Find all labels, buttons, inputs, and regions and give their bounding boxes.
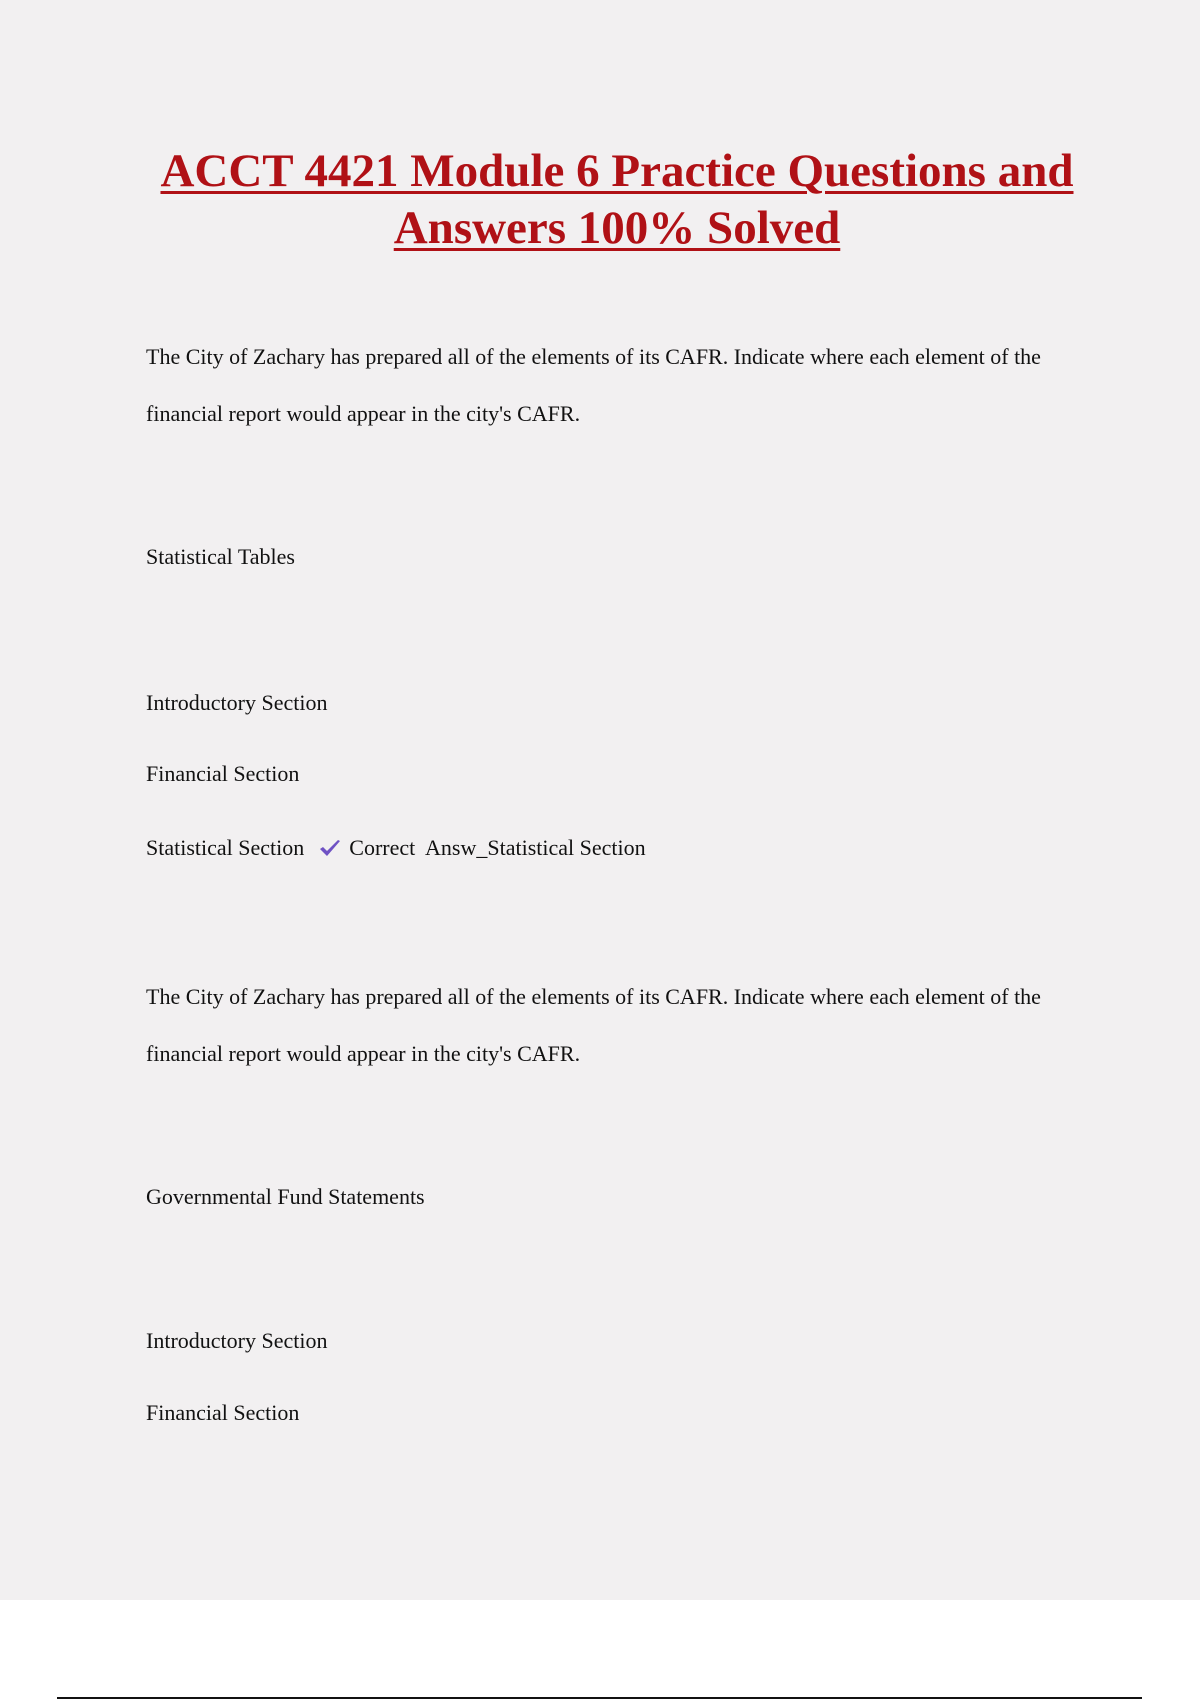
check-icon: [318, 838, 342, 858]
footer-divider: [57, 1697, 1142, 1699]
question-1-option-3-row: [146, 833, 646, 863]
question-2-option-1: Introductory Section: [146, 1328, 328, 1353]
question-1-option-2: Financial Section: [146, 761, 300, 786]
question-1-item: Statistical Tables: [146, 544, 295, 569]
question-1-option-3: Statistical Section: [146, 835, 305, 860]
question-1-option-1: Introductory Section: [146, 690, 328, 715]
question-2-item: Governmental Fund Statements: [146, 1184, 425, 1209]
question-2-prompt: The City of Zachary has prepared all of the elements of its CAFR. Indicate where each element of the financial report would appear in the city's CAFR.: [146, 984, 1041, 1066]
question-1-prompt: The City of Zachary has prepared all of the elements of its CAFR. Indicate where each element of the financial report would appear in the city's CAFR.: [146, 344, 1041, 426]
document-title: [100, 143, 1134, 257]
question-2-option-2: Financial Section: [146, 1400, 300, 1425]
question-1-answer: Correct Answ_Statistical Section: [349, 835, 646, 860]
document-title-text: ACCT 4421 Module 6 Practice Questions and Answers 100% Solved: [160, 145, 1074, 254]
